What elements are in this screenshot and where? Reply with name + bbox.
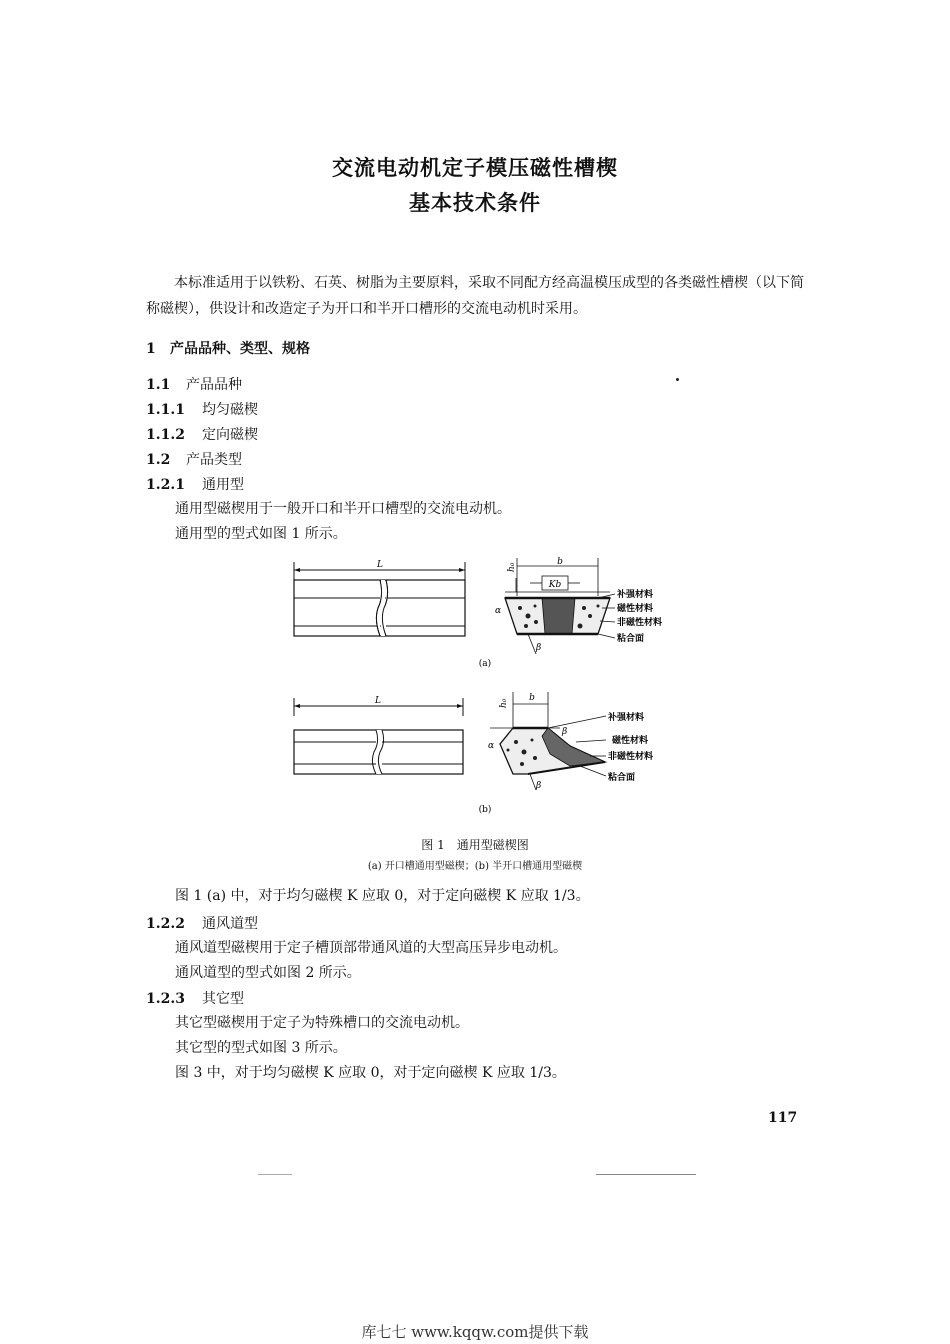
section-1-2-num: 1.2 — [146, 452, 171, 468]
intro-paragraph: 本标准适用于以铁粉、石英、树脂为主要原料，采取不同配方经高温模压成型的各类磁性槽楔（以下简称磁楔），供设计和改造定子为开口和半开口槽形的交流电动机时采用。 — [146, 275, 804, 317]
label-b-b: b — [529, 693, 535, 703]
label-magnetic-a: 磁性材料 — [617, 604, 654, 614]
section-1-1-text: 产品品种 — [186, 377, 242, 393]
label-alpha-a: α — [495, 606, 502, 616]
label-bonding-a: 粘合面 — [617, 634, 645, 644]
scan-mark-right — [596, 1174, 696, 1175]
section-1-1-2-text: 定向磁楔 — [202, 427, 258, 443]
section-1-2-3 — [146, 988, 244, 1008]
figure-1a-tag: (a) — [478, 659, 492, 669]
label-reinforcement-b: 补强材料 — [608, 713, 645, 723]
section-1 — [146, 338, 310, 358]
section-1-text: 产品品种、类型、规格 — [170, 341, 310, 357]
label-L-b: L — [375, 696, 381, 706]
section-1-2-2-num: 1.2.2 — [146, 916, 185, 932]
label-magnetic-b: 磁性材料 — [612, 736, 649, 746]
section-1-2-3-text: 其它型 — [202, 991, 244, 1007]
doc-title-line1: 交流电动机定子模压磁性槽楔 — [332, 156, 618, 180]
figure-1-caption: 图 1 通用型磁楔图 — [421, 838, 529, 852]
para-1-2-1-b: 通用型的型式如图 1 所示。 — [175, 526, 347, 542]
label-beta-top-b: β — [562, 727, 568, 737]
label-Kb: Kb — [548, 580, 562, 590]
figure-1b — [280, 690, 700, 820]
para-fig1-note: 图 1 (a) 中，对于均匀磁楔 K 应取 0，对于定向磁楔 K 应取 1/3。 — [175, 888, 590, 904]
para-1-2-3-a: 其它型磁楔用于定子为特殊槽口的交流电动机。 — [175, 1015, 469, 1031]
figure-1a — [280, 556, 700, 676]
label-beta-b: β — [536, 781, 542, 791]
section-1-1 — [146, 374, 242, 394]
footer-text: 库七七 www.kqqw.com提供下载 — [361, 1323, 589, 1341]
section-1-1-1-text: 均匀磁楔 — [202, 402, 258, 418]
section-1-2-1-num: 1.2.1 — [146, 477, 185, 493]
section-1-2 — [146, 449, 242, 469]
section-1-1-1 — [146, 399, 258, 419]
stray-dot — [676, 378, 679, 381]
label-bonding-b: 粘合面 — [608, 773, 636, 783]
label-h0-b: h₀ — [499, 698, 509, 708]
section-1-1-2 — [146, 424, 258, 444]
section-1-2-1 — [146, 474, 244, 494]
para-1-2-1-a: 通用型磁楔用于一般开口和半开口槽型的交流电动机。 — [175, 501, 511, 517]
section-1-num: 1 — [146, 341, 156, 357]
label-h0-a: h₀ — [507, 562, 517, 572]
section-1-2-3-num: 1.2.3 — [146, 991, 185, 1007]
section-1-2-1-text: 通用型 — [202, 477, 244, 493]
para-1-2-3-c: 图 3 中，对于均匀磁楔 K 应取 0，对于定向磁楔 K 应取 1/3。 — [175, 1065, 566, 1081]
para-1-2-2-b: 通风道型的型式如图 2 所示。 — [175, 965, 361, 981]
page-number: 117 — [768, 1110, 798, 1126]
figure-1b-tag: (b) — [478, 805, 492, 815]
scan-mark-left — [258, 1174, 292, 1175]
figure-1-subcaption: (a) 开口槽通用型磁楔；(b) 半开口槽通用型磁楔 — [367, 861, 583, 872]
section-1-2-text: 产品类型 — [186, 452, 242, 468]
label-reinforcement-a: 补强材料 — [617, 590, 654, 600]
para-1-2-2-a: 通风道型磁楔用于定子槽顶部带通风道的大型高压异步电动机。 — [175, 940, 567, 956]
section-1-2-2-text: 通风道型 — [202, 916, 258, 932]
label-beta-a: β — [536, 643, 542, 653]
label-alpha-b: α — [488, 741, 495, 751]
label-L: L — [377, 560, 383, 570]
section-1-1-1-num: 1.1.1 — [146, 402, 185, 418]
section-1-2-2 — [146, 913, 258, 933]
label-nonmagnetic-b: 非磁性材料 — [608, 752, 654, 762]
doc-title-line2: 基本技术条件 — [409, 191, 541, 215]
section-1-1-num: 1.1 — [146, 377, 171, 393]
label-b-a: b — [557, 557, 563, 567]
label-nonmagnetic-a: 非磁性材料 — [617, 618, 663, 628]
section-1-1-2-num: 1.1.2 — [146, 427, 185, 443]
para-1-2-3-b: 其它型的型式如图 3 所示。 — [175, 1040, 347, 1056]
